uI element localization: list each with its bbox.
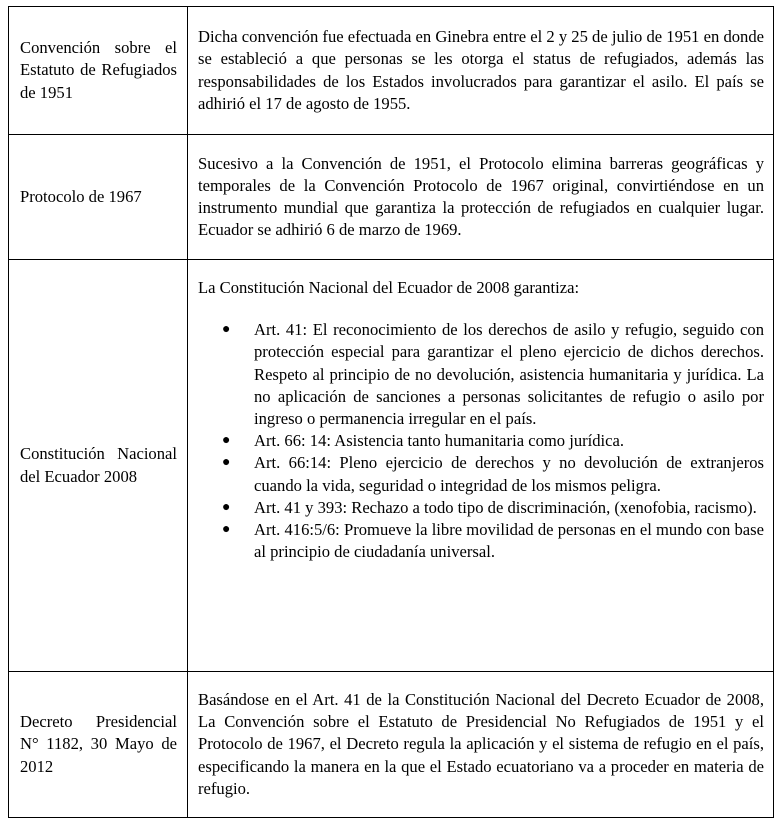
list-item [222, 497, 764, 519]
bullet-icon: ● [222, 455, 231, 471]
instrument-description: Basándose en el Art. 41 de la Constitución Nacional del Decreto Ecuador de 2008, La Convención sobre el Estatuto de Presidencial No Refugiados de 1951 y el Protocolo de 1967, el Decreto regula la aplicación y el sistema de refugio en el país, especificando la manera en la que el Estado ecuatoriano va a proceder en materia de refugio. [188, 672, 774, 818]
table-row [9, 260, 774, 672]
instrument-description: Dicha convención fue efectuada en Ginebra entre el 2 y 25 de julio de 1951 en donde se estableció a que personas se les otorga el status de refugiados, además las responsabilidades de los Estados involucrados para garantizar el asilo. El país se adhirió el 17 de agosto de 1955. [188, 7, 774, 135]
list-item [222, 319, 764, 430]
article-text: Art. 66: 14: Asistencia tanto humanitaria como jurídica. [254, 431, 625, 451]
article-text: Art. 66:14: Pleno ejercicio de derechos y no devolución de extranjeros cuando la vida, seguridad o integridad de los mismos peligra. [254, 453, 764, 495]
legal-instruments-table [8, 6, 774, 818]
instrument-description [188, 260, 774, 672]
instrument-name: Decreto Presidencial N° 1182, 30 Mayo de 2012 [9, 672, 188, 818]
instrument-name: Convención sobre el Estatuto de Refugiados de 1951 [9, 7, 188, 135]
list-item [222, 452, 764, 496]
table-row [9, 672, 774, 818]
instrument-name: Constitución Nacional del Ecuador 2008 [9, 260, 188, 672]
bullet-icon: ● [222, 522, 231, 538]
instrument-name: Protocolo de 1967 [9, 135, 188, 260]
bullet-icon: ● [222, 433, 231, 449]
instrument-description: Sucesivo a la Convención de 1951, el Protocolo elimina barreras geográficas y temporales de la Convención Protocolo de 1967 original, convirtiéndose en un instrumento mundial que garantiza la protección de refugiados en cualquier lugar. Ecuador se adhirió 6 de marzo de 1969. [188, 135, 774, 260]
table-row [9, 7, 774, 135]
article-list [198, 319, 764, 563]
bullet-icon: ● [222, 322, 231, 338]
article-text: Art. 416:5/6: Promueve la libre movilidad de personas en el mundo con base al principio de ciudadanía universal. [254, 520, 764, 562]
article-text: Art. 41 y 393: Rechazo a todo tipo de discriminación, (xenofobia, racismo). [254, 497, 757, 517]
list-item [222, 519, 764, 563]
table-row [9, 135, 774, 260]
article-text: Art. 41: El reconocimiento de los derechos de asilo y refugio, seguido con protección especial para garantizar el pleno ejercicio de dichos derechos. Respeto al principio de no devolución, asistencia humanitaria y jurídica. La no aplicación de sanciones a personas solicitantes de refugio o asilo por ingreso o permanencia irregular en el país. [254, 320, 764, 429]
constitution-intro: La Constitución Nacional del Ecuador de 2008 garantiza: [198, 278, 580, 297]
bullet-icon: ● [222, 499, 231, 515]
list-item [222, 430, 764, 452]
